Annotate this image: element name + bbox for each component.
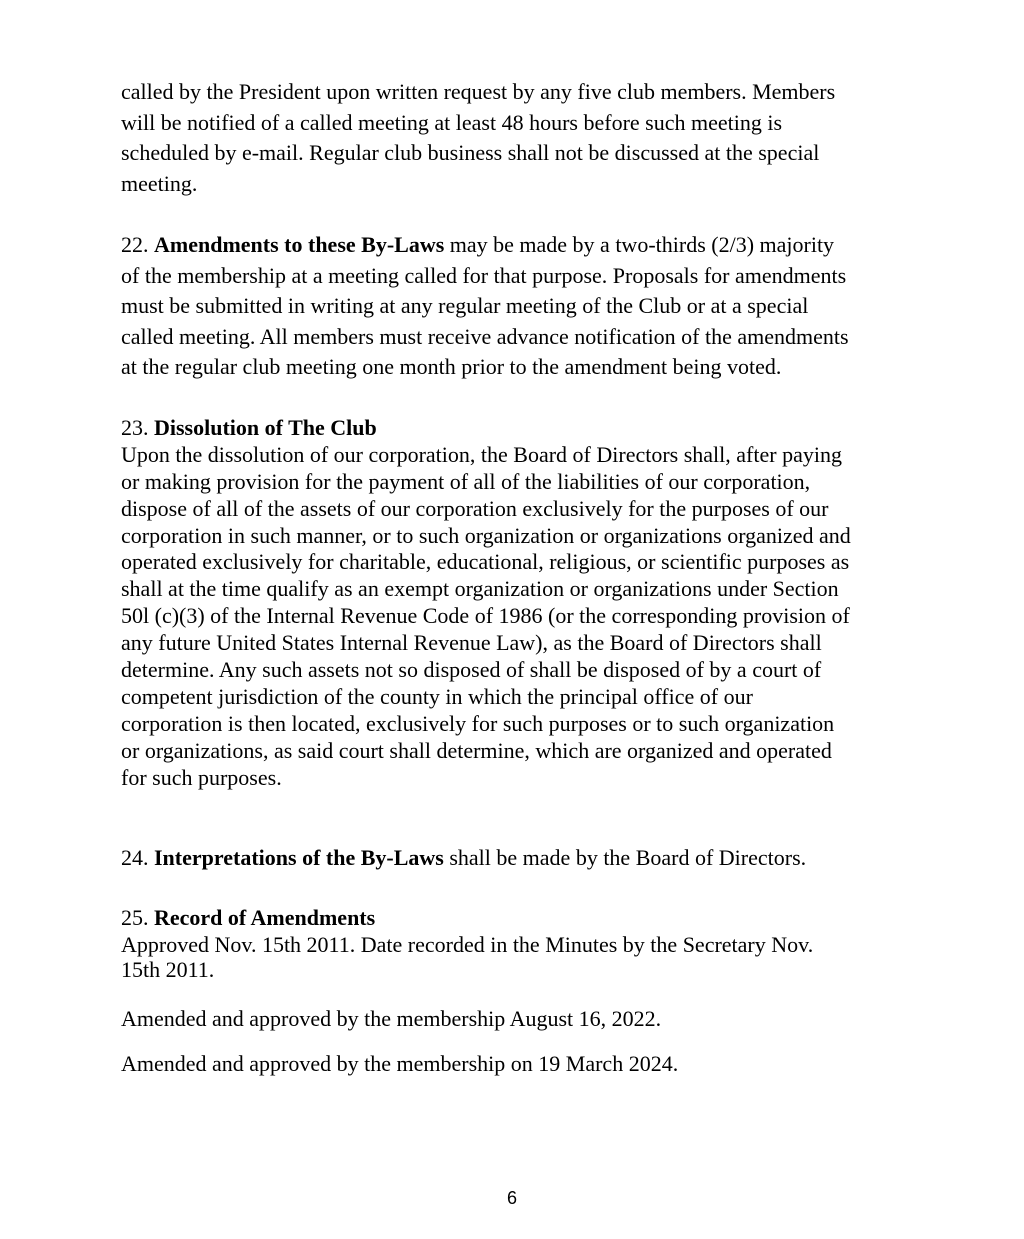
page-number: 6	[506, 1188, 517, 1208]
text-line: meeting.	[121, 170, 198, 196]
section-heading	[121, 905, 921, 932]
section-title: Dissolution of The Club	[154, 415, 377, 440]
text-line: Upon the dissolution of our corporation, the Board of Directors shall, after paying	[121, 441, 842, 467]
text-line: 50l (c)(3) of the Internal Revenue Code of 1986 (or the corresponding provision of	[121, 603, 850, 629]
text-line: operated exclusively for charitable, educational, religious, or scientific purposes as	[121, 549, 850, 575]
text-line: determine. Any such assets not so disposed of shall be disposed of by a court of	[121, 657, 822, 683]
section-25	[121, 905, 921, 982]
text-line: for such purposes.	[121, 764, 282, 790]
text-line: Amended and approved by the membership August 16, 2022.	[121, 1006, 662, 1031]
text-line: Approved Nov. 15th 2011. Date recorded in the Minutes by the Secretary Nov.	[121, 931, 814, 957]
section-24	[121, 845, 921, 872]
text-line: shall at the time qualify as an exempt organization or organizations under Section	[121, 576, 839, 602]
text-line: must be submitted in writing at any regular meeting of the Club or at a special	[121, 293, 809, 318]
text-line: 15th 2011.	[121, 956, 215, 982]
text-line: called meeting. All members must receive advance notification of the amendments	[121, 323, 849, 349]
text-line: scheduled by e-mail. Regular club business shall not be discussed at the special	[121, 140, 820, 165]
amendment-record-1	[121, 1006, 921, 1033]
text-line: or making provision for the payment of all of the liabilities of our corporation,	[121, 468, 811, 494]
text-line: Amended and approved by the membership on 19 March 2024.	[121, 1051, 679, 1076]
text-line: corporation is then located, exclusively for such purposes or to such organization	[121, 710, 835, 736]
section-number: 23.	[121, 415, 154, 440]
section-23	[121, 415, 921, 791]
text-line: or organizations, as said court shall determine, which are organized and operated	[121, 737, 832, 763]
text: shall be made by the Board of Directors.	[443, 845, 807, 870]
section-number: 22.	[121, 232, 154, 257]
text-line	[121, 230, 921, 261]
text: may be made by a two-thirds (2/3) majority	[444, 232, 835, 257]
text-line: called by the President upon written request by any five club members. Members	[121, 79, 836, 104]
text-line: corporation in such manner, or to such organization or organizations organized and	[121, 522, 851, 548]
text-line: will be notified of a called meeting at least 48 hours before such meeting is	[121, 109, 783, 135]
section-heading	[121, 415, 921, 442]
text-line: competent jurisdiction of the county in which the principal office of our	[121, 683, 753, 709]
text-line: any future United States Internal Revenue Law), as the Board of Directors shall	[121, 630, 822, 656]
text-line: dispose of all of the assets of our corporation exclusively for the purposes of our	[121, 495, 829, 521]
text-line: at the regular club meeting one month prior to the amendment being voted.	[121, 354, 782, 379]
section-title: Record of Amendments	[154, 905, 376, 930]
section-21-continuation	[121, 77, 921, 199]
section-title: Interpretations of the By-Laws	[154, 845, 444, 870]
text-line: of the membership at a meeting called for that purpose. Proposals for amendments	[121, 262, 847, 288]
amendment-record-2	[121, 1051, 921, 1078]
section-number: 25.	[121, 905, 154, 930]
text-line	[121, 845, 921, 872]
section-title: Amendments to these By-Laws	[154, 232, 445, 257]
section-number: 24.	[121, 845, 154, 870]
section-22	[121, 230, 921, 383]
